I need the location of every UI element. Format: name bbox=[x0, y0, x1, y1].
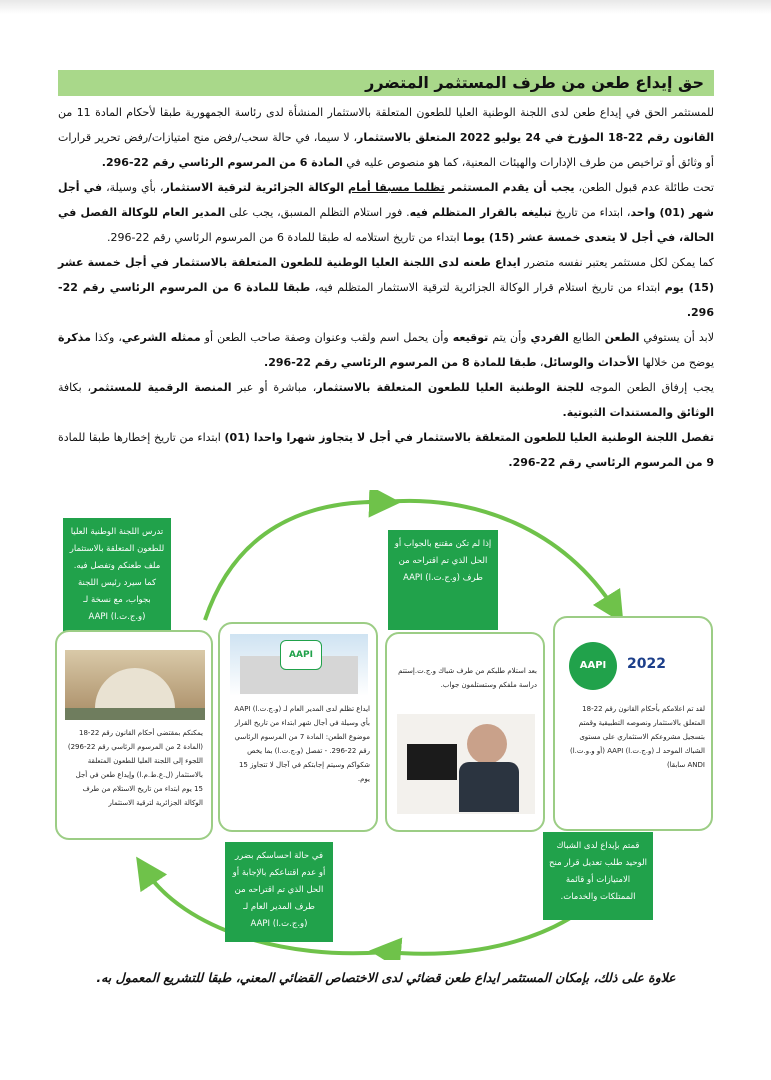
paragraph-5 bbox=[58, 375, 714, 425]
card-text: يمكنكم بمقتضى أحكام القانون رقم 22-18 (المادة 2 من المرسوم الرئاسي رقم 22-296) اللجوء إلى اللجنة العليا للطعون المتعلقة بالاستثمار (ل.ع.ط.م.ا) وإيداع طعن في أجل 15 يوم ابتداء من تاريخ الاستلام من طرف الوكالة الجزائرية لترقية الاستثمار bbox=[67, 729, 203, 807]
card-text: ايداع تظلم لدى المدير العام لـ (و.ج.ت.ا) AAPI بأي وسيلة في أجال شهر ابتداء من تاريخ القرار موضوع الطعن: المادة 7 من المرسوم الرئاسي رقم 22-296. - تفصل (و.ج.ت.ا) بما يخص شكواكم وسيتم إجابتكم في آجال لا تتجاوز 15 يوم. bbox=[234, 705, 370, 783]
bold-text: يجب أن يقدم المستثمر bbox=[448, 181, 575, 194]
underlined-text: تظلما مسبقا أمام bbox=[348, 181, 445, 194]
text: ابتداء من تاريخ إخطارها طبقا للمادة bbox=[58, 431, 225, 444]
aapi-logo-icon bbox=[569, 634, 679, 694]
paragraph-2 bbox=[58, 175, 714, 250]
body-text bbox=[58, 100, 714, 475]
card-grievance-dg bbox=[218, 622, 378, 832]
text: . فور استلام التظلم المسبق، يجب على bbox=[225, 206, 410, 219]
top-shadow bbox=[0, 0, 771, 14]
bold-text: للجنة الوطنية العليا للطعون المتعلقة بالاستثمار bbox=[316, 381, 584, 394]
bold-text: طبقا للمادة 8 من المرسوم الرئاسي رقم 22-296. bbox=[264, 356, 537, 369]
text: ، bbox=[536, 356, 544, 369]
step-box-request: قمتم بإيداع لدى الشباك الوحيد طلب تعديل قرار منح الامتيازات أو قائمة الممتلكات والخدمات. bbox=[543, 832, 653, 920]
building-image: AAPI bbox=[230, 634, 368, 696]
text: ، بأي وسيلة، bbox=[102, 181, 164, 194]
bold-text: الأحداث والوسائل bbox=[543, 356, 639, 369]
card-study-file bbox=[385, 632, 545, 832]
step-box-committee: تدرس اللجنة الوطنية العليا للطعون المتعلقة بالاستثمار ملف طعنكم وتفصل فيه. كما سيرد رئيس اللجنة بجواب، مع نسخة لـ (و.ج.ت.ا) AAPI bbox=[63, 518, 171, 646]
office-photo bbox=[397, 714, 535, 814]
bold-text: المنصة الرقمية للمستثمر bbox=[91, 381, 232, 394]
text: ، مباشرة أو عبر bbox=[231, 381, 317, 394]
bold-text: ممثله الشرعي bbox=[121, 331, 201, 344]
text: وأن يحمل اسم ولقب وعنوان وصفة صاحب الطعن أو bbox=[200, 331, 453, 344]
bold-text: توقيعه bbox=[452, 331, 489, 344]
bold-text: المادة 6 من المرسوم الرئاسي رقم 22-296. bbox=[101, 156, 343, 169]
arrow-top-left bbox=[205, 502, 385, 620]
text: ، لا سيما، في حالة سحب/رفض منح امتيازات/رفض تحرير قرارات أو وثائق أو تراخيص من طرف الإدارات والهيئات المعنية، كما هو منصوص عليه في bbox=[58, 131, 714, 169]
bold-text: 9 من المرسوم الرئاسي رقم 22-296. bbox=[508, 456, 714, 469]
bold-text: ايداع طعنه لدى اللجنة العليا الوطنية للطعون المتعلقة بالاستثمار في أجل خمسة عشر (15) يوم bbox=[58, 256, 714, 294]
text: ابتداء من تاريخ استلامه له طبقا للمادة 6 من المرسوم الرئاسي رقم 22-296. bbox=[106, 231, 464, 244]
bold-text: الفردي bbox=[530, 331, 569, 344]
card-registration bbox=[553, 616, 713, 831]
bold-text: المدير العام للوكالة الفصل في الحالة، في أجل لا يتعدى خمسة عشر (15) يوما bbox=[58, 206, 714, 244]
card-text: بعد استلام طلبكم من طرف شباك و.ج.ت.إستتم دراسة ملفكم وستستلمون جواب. bbox=[398, 667, 537, 689]
step-box-not-convinced: إذا لم تكن مقتنع بالجواب أو الحل الذي تم اقتراحه من طرف (و.ج.ت.ا) AAPI bbox=[388, 530, 498, 630]
logo-year: 2022 bbox=[627, 656, 666, 672]
text: يوضح من خلالها bbox=[638, 356, 714, 369]
paragraph-3 bbox=[58, 250, 714, 325]
bold-text: في أجل شهر (01) واحد bbox=[58, 181, 714, 219]
bold-text: طبقا للمادة 6 من المرسوم الرئاسي رقم 22-296. bbox=[58, 281, 714, 319]
bold-text: الطعن bbox=[604, 331, 640, 344]
text: ابتداء من تاريخ استلام قرار الوكالة الجزائرية لترقية الاستثمار المتظلم فيه، bbox=[310, 281, 665, 294]
text: ، وكذا bbox=[90, 331, 122, 344]
process-infographic bbox=[55, 490, 720, 960]
title-bar bbox=[58, 70, 714, 96]
text: وأن يتم bbox=[488, 331, 531, 344]
paragraph-1 bbox=[58, 100, 714, 175]
palace-image bbox=[65, 650, 205, 720]
text: كما يمكن لكل مستثمر يعتبر نفسه متضرر bbox=[520, 256, 714, 269]
text: ، بكافة bbox=[58, 381, 92, 394]
page-title: حق إيداع طعن من طرف المستثمر المتضرر bbox=[365, 73, 704, 92]
text: الطابع bbox=[568, 331, 605, 344]
paragraph-6 bbox=[58, 425, 714, 475]
card-text: لقد تم اعلامكم بأحكام القانون رقم 22-18 المتعلق بالاستثمار ونصوصه التطبيقية وقمتم بتسجيل مشروعكم الاستثماري على مستوى الشباك الموحد لـ (و.ج.ت.ا) AAPI (أو و.و.ت.ا) ANDI سابقا) bbox=[569, 705, 705, 769]
paragraph-4 bbox=[58, 325, 714, 375]
bold-text: الوكالة الجزائرية لترقية الاستثمار bbox=[163, 181, 345, 194]
text: يجب إرفاق الطعن الموجه bbox=[583, 381, 714, 394]
bold-text: الوثائق والمستندات الثبوتية. bbox=[562, 406, 714, 419]
logo-text: AAPI bbox=[569, 642, 617, 690]
bold-text: تبليغه بالقرار المتظلم فيه bbox=[409, 206, 552, 219]
step-box-grievance: في حالة احساسكم بضرر أو عدم اقتناعكم بالإجابة أو الحل الذي تم اقتراحه من طرف المدير العام لـ (و.ج.ت.ا) AAPI bbox=[225, 842, 333, 942]
footer-note: علاوة على ذلك، بإمكان المستثمر ايداع طعن قضائي لدى الاختصاص القضائي المعني، طبقا للتشريع المعمول به. bbox=[96, 970, 676, 985]
bold-text: القانون رقم 22-18 المؤرخ في 24 يوليو 2022 المتعلق بالاستثمار bbox=[357, 131, 714, 144]
text: ، ابتداء من تاريخ bbox=[551, 206, 631, 219]
bold-text: تفصل اللجنة الوطنية العليا للطعون المتعلقة بالاستثمار في أجل لا يتجاوز شهرا واحدا (01) bbox=[224, 431, 714, 444]
bold-text: مذكرة bbox=[58, 331, 91, 344]
card-committee-appeal bbox=[55, 630, 213, 840]
text: لابد أن يستوفي bbox=[639, 331, 714, 344]
text: تحت طائلة عدم قبول الطعن، bbox=[574, 181, 714, 194]
text: للمستثمر الحق في إيداع طعن لدى اللجنة الوطنية العليا للطعون المتعلقة بالاستثمار المنشأة لدى رئاسة الجمهورية طبقا لأحكام المادة 11 من bbox=[58, 106, 714, 119]
